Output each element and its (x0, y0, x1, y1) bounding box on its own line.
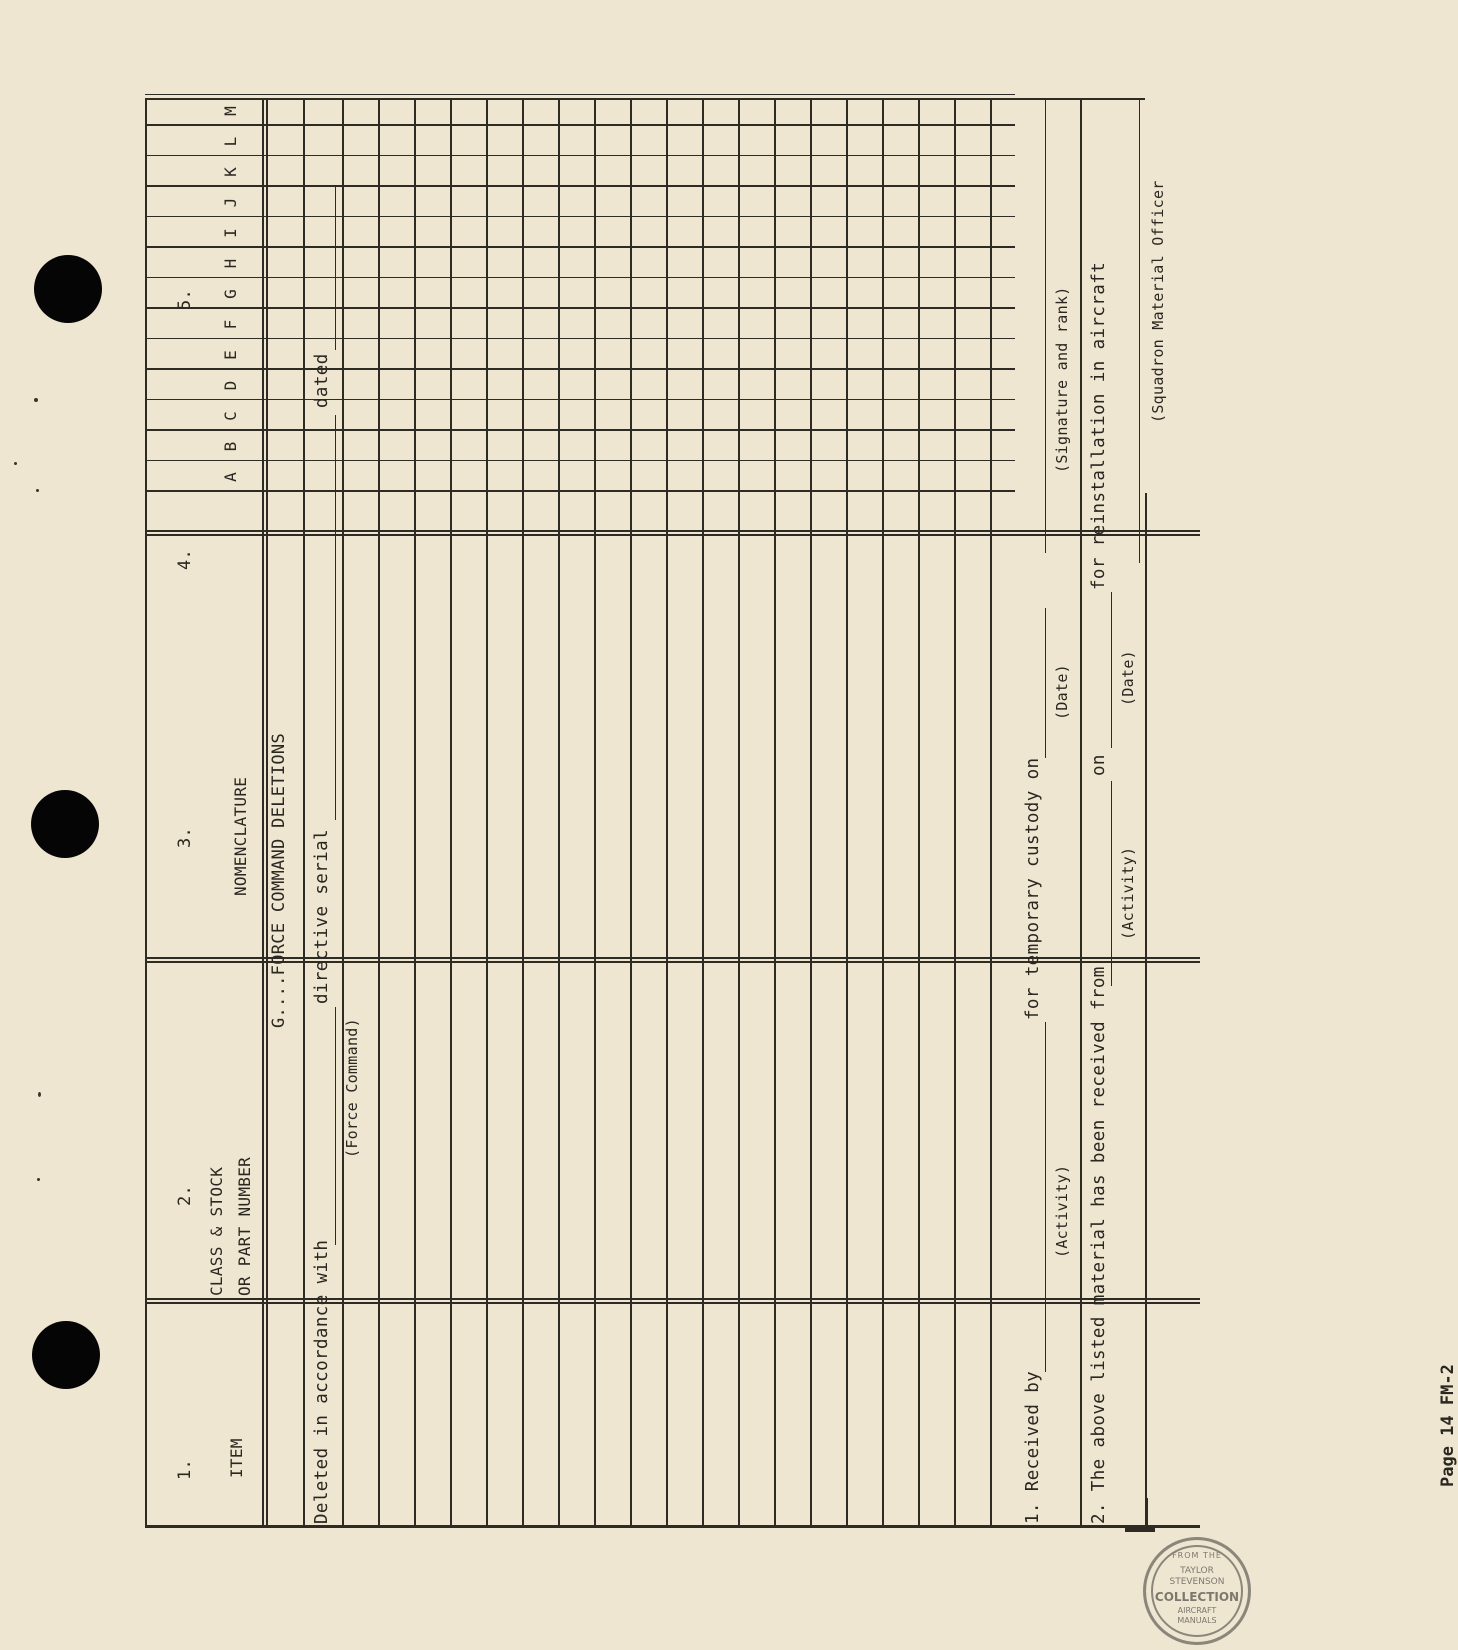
grid-horizontal-line (882, 98, 884, 1528)
deletions-title: G....FORCE COMMAND DELETIONS (269, 733, 289, 1028)
reinstallation-label: for reinstallation in aircraft (1089, 261, 1109, 590)
grid-vertical-line (145, 307, 1015, 309)
grid-horizontal-line (303, 98, 305, 1528)
binder-hole-bottom (32, 1321, 100, 1389)
squadron-officer-caption: (Squadron Material Officer (1149, 180, 1167, 423)
column-letter-f: F (221, 319, 240, 330)
force-command-caption: (Force Command) (343, 1018, 361, 1158)
grid-vertical-line (145, 338, 1015, 340)
item-header: ITEM (227, 1438, 246, 1478)
grid-vertical-line (145, 98, 1145, 100)
grid-horizontal-line (450, 98, 452, 1528)
column-number-5: 5. (175, 288, 195, 310)
returned-date-caption: (Date) (1119, 650, 1137, 706)
grid-horizontal-line (1080, 98, 1082, 1528)
deleted-in-accordance-label: Deleted in accordance with (312, 1239, 332, 1524)
column-letter-d: D (221, 380, 240, 391)
column-number-2: 2. (175, 1184, 195, 1206)
speck (14, 462, 17, 465)
column-letter-j: J (221, 197, 240, 208)
grid-horizontal-line (266, 98, 268, 1528)
grid-vertical-line (145, 399, 1015, 401)
grid-horizontal-line (954, 98, 956, 1528)
force-command-field[interactable] (335, 1007, 336, 1245)
grid-horizontal-line (145, 188, 147, 1528)
column-letter-k: K (221, 167, 240, 177)
stamp-stevenson: STEVENSON (1169, 1577, 1225, 1587)
grid-horizontal-line (1145, 1498, 1148, 1532)
grid-vertical-line (145, 124, 1015, 126)
column-letter-b: B (221, 441, 240, 452)
on-label: on (1089, 754, 1109, 776)
grid-horizontal-line (594, 98, 596, 1528)
grid-horizontal-line (810, 98, 812, 1528)
grid-horizontal-line (990, 98, 992, 1528)
class-stock-header-line-2: OR PART NUMBER (235, 1156, 254, 1296)
received-from-activity-field[interactable] (1111, 781, 1112, 986)
column-number-4: 4. (175, 548, 195, 570)
speck (36, 489, 39, 492)
grid-vertical-line (145, 429, 1015, 431)
grid-vertical-line (145, 490, 1015, 492)
grid-horizontal-line (774, 98, 776, 1528)
stamp-manuals: MANUALS (1177, 1616, 1217, 1625)
binder-hole-middle (31, 790, 99, 858)
grid-horizontal-line (702, 98, 704, 1528)
nomenclature-header: NOMENCLATURE (231, 776, 250, 896)
grid-horizontal-line (378, 98, 380, 1528)
grid-vertical-line (145, 185, 1015, 187)
grid-horizontal-line (262, 98, 264, 1528)
received-date-field[interactable] (1045, 608, 1046, 758)
stamp-taylor: TAYLOR (1180, 1566, 1214, 1576)
received-by-activity-field[interactable] (1045, 1022, 1046, 1372)
column-letter-i: I (221, 228, 240, 238)
received-date-caption: (Date) (1053, 664, 1071, 720)
stamp-collection: COLLECTION (1154, 1590, 1240, 1604)
grid-horizontal-line (486, 98, 488, 1528)
column-letter-m: M (221, 106, 240, 116)
received-activity-caption: (Activity) (1053, 1164, 1071, 1258)
speck (34, 398, 38, 402)
grid-horizontal-line (145, 98, 147, 188)
stamp-from-the: FROM THE (1172, 1551, 1222, 1560)
column-letter-h: H (221, 258, 240, 269)
column-letter-c: C (221, 411, 240, 421)
grid-horizontal-line (342, 98, 344, 1528)
speck (38, 1092, 41, 1097)
grid-horizontal-line (630, 98, 632, 1528)
grid-horizontal-line (414, 98, 416, 1528)
grid-horizontal-line (738, 98, 740, 1528)
stamp-aircraft: AIRCRAFT (1177, 1606, 1217, 1615)
grid-vertical-line (145, 94, 1015, 96)
column-number-3: 3. (175, 826, 195, 848)
signature-caption: (Signature and rank) (1053, 286, 1071, 473)
grid-vertical-line (145, 246, 1015, 248)
above-listed-label: 2. The above listed material has been received from (1089, 966, 1109, 1524)
grid-horizontal-line (1145, 493, 1147, 1528)
column-letter-e: E (221, 350, 240, 360)
grid-vertical-line (145, 155, 1015, 157)
grid-horizontal-line (522, 98, 524, 1528)
dated-label: dated (312, 353, 332, 408)
grid-vertical-line (145, 460, 1015, 462)
page-number: Page 14 FM-2 (1438, 1364, 1458, 1487)
signature-field[interactable] (1045, 98, 1046, 553)
temporary-custody-label: for temporary custody on (1023, 757, 1043, 1020)
grid-vertical-line (1125, 1528, 1155, 1532)
column-number-1: 1. (175, 1458, 195, 1480)
inventory-form (145, 98, 1200, 1528)
returned-activity-caption: (Activity) (1119, 846, 1137, 940)
officer-signature-field[interactable] (1139, 98, 1140, 563)
grid-horizontal-line (666, 98, 668, 1528)
grid-vertical-line (145, 277, 1015, 279)
returned-date-field[interactable] (1111, 592, 1112, 748)
column-letter-g: G (221, 289, 240, 299)
collection-stamp (1143, 1537, 1251, 1645)
grid-vertical-line (145, 368, 1015, 370)
dated-field[interactable] (335, 185, 336, 350)
directive-serial-label: directive serial (312, 829, 332, 1004)
column-letter-a: A (221, 472, 240, 482)
binder-hole-top (34, 255, 102, 323)
class-stock-header-line-1: CLASS & STOCK (207, 1166, 226, 1296)
grid-horizontal-line (846, 98, 848, 1528)
directive-serial-field[interactable] (335, 415, 336, 820)
speck (37, 1178, 40, 1181)
grid-horizontal-line (558, 98, 560, 1528)
received-by-label: 1. Received by (1023, 1370, 1043, 1524)
column-letter-l: L (221, 136, 240, 147)
grid-vertical-line (145, 216, 1015, 218)
grid-horizontal-line (918, 98, 920, 1528)
